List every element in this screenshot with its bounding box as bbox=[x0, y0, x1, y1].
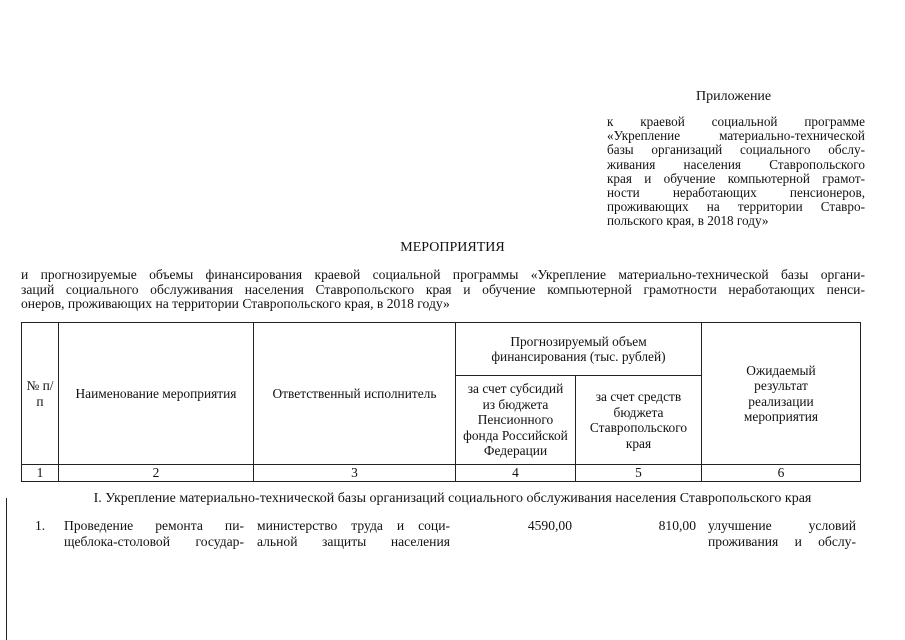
column-number: 1 bbox=[22, 465, 59, 482]
row-result-line: проживания и обслу- bbox=[708, 534, 856, 549]
header-funding-group: Прогнозируемый объем финансирования (тыс. рублей) bbox=[456, 323, 702, 376]
column-number: 4 bbox=[456, 465, 576, 482]
header-funding-pension: за счет субсидий из бюджета Пенсионного фонда Российской Федерации bbox=[456, 376, 576, 465]
appendix-text bbox=[607, 115, 865, 229]
document-heading: МЕРОПРИЯТИЯ bbox=[400, 240, 505, 255]
header-name: Наименование мероприятия bbox=[59, 323, 254, 465]
section-title: I. Укрепление материально-технической базы организаций социального обслуживания населения Ставропольского края bbox=[93, 491, 812, 506]
subtitle-line: заций социального обслуживания населения Ставропольского края и обучение компьютерной грамотности неработающих пенси- bbox=[21, 281, 865, 297]
header-executor: Ответственный исполнитель bbox=[254, 323, 456, 465]
subtitle-line: онеров, проживающих на территории Ставропольского края, в 2018 году» bbox=[21, 296, 450, 312]
header-funding-region: за счет средств бюджета Ставропольского края bbox=[576, 376, 702, 465]
row-executor-line: альной защиты населения bbox=[257, 534, 450, 549]
column-number: 6 bbox=[702, 465, 861, 482]
appendix-line: польского края, в 2018 году» bbox=[607, 213, 769, 229]
appendix-line: ности неработающих пенсионеров, bbox=[607, 185, 865, 201]
row-name-line: щеблока-столовой государ- bbox=[64, 534, 244, 549]
row-name bbox=[64, 518, 244, 550]
appendix-line: края и обучение компьютерной грамот- bbox=[607, 170, 865, 186]
row-result-line: улучшение условий bbox=[708, 518, 856, 533]
column-number: 5 bbox=[576, 465, 702, 482]
document-subtitle bbox=[21, 268, 865, 312]
subtitle-line: и прогнозируемые объемы финансирования краевой социальной программы «Укрепление материально-технической базы органи- bbox=[21, 267, 865, 282]
appendix-title: Приложение bbox=[696, 89, 772, 104]
appendix-line: «Укрепление материально-технической bbox=[607, 128, 865, 144]
header-result: Ожидаемый результат реализации мероприятия bbox=[702, 323, 861, 465]
appendix-line: базы организаций социального обслу- bbox=[607, 142, 865, 158]
column-number: 2 bbox=[59, 465, 254, 482]
row-executor-line: министерство труда и соци- bbox=[257, 518, 450, 533]
appendix-line: проживающих на территории Ставро- bbox=[607, 199, 865, 215]
row-pension-amount: 4590,00 bbox=[527, 518, 572, 533]
row-region-amount: 810,00 bbox=[658, 518, 696, 533]
column-number: 3 bbox=[254, 465, 456, 482]
header-num: № п/п bbox=[22, 323, 59, 465]
appendix-line: живания населения Ставропольского bbox=[607, 156, 865, 172]
row-name-line: Проведение ремонта пи- bbox=[64, 518, 244, 533]
row-number: 1. bbox=[35, 518, 46, 533]
row-result bbox=[708, 518, 856, 550]
appendix-line: к краевой социальной программе bbox=[607, 114, 865, 129]
row-executor bbox=[257, 518, 450, 550]
margin-line bbox=[6, 498, 7, 640]
measures-table bbox=[21, 322, 861, 482]
